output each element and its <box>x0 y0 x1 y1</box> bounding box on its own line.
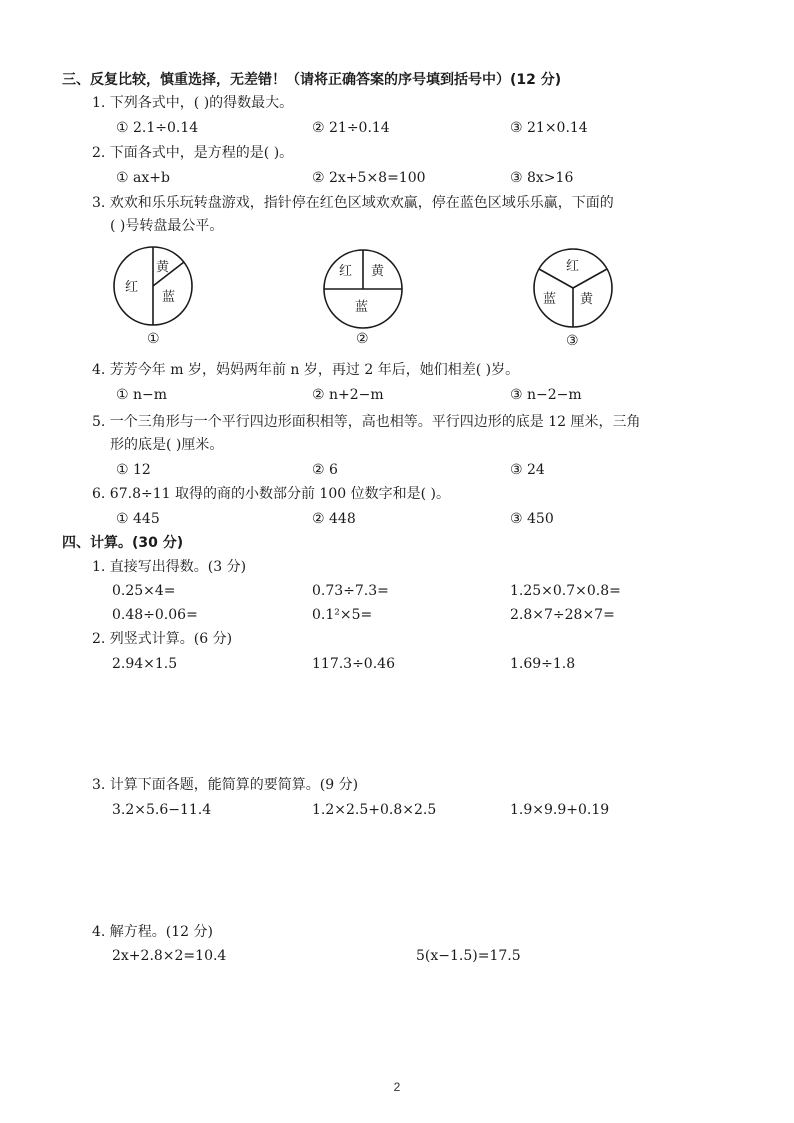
p1-r1-item1: 0.25×4= <box>112 583 176 599</box>
page-number: 2 <box>393 1080 401 1094</box>
q2-stem: 2. 下面各式中，是方程的是( )。 <box>92 145 294 161</box>
p2-item1: 2.94×1.5 <box>112 656 178 672</box>
wheel1-number: ① <box>147 331 160 347</box>
p1-r2-item2: 0.1²×5= <box>312 607 373 623</box>
q6-option-1: ① 445 <box>116 511 160 527</box>
q4-stem: 4. 芳芳今年 m 岁，妈妈两年前 n 岁，再过 2 年后，她们相差( )岁。 <box>92 362 520 378</box>
q6-option-3: ③ 450 <box>510 511 554 527</box>
wheel1-blue-label: 蓝 <box>162 290 176 305</box>
p1-r2-item1: 0.48÷0.06= <box>112 607 198 623</box>
p4-title: 4. 解方程。(12 分) <box>92 924 213 940</box>
q4-option-2: ② n+2−m <box>312 387 384 403</box>
q1-option-3: ③ 21×0.14 <box>510 120 588 136</box>
q2-option-2: ② 2x+5×8=100 <box>312 170 426 186</box>
q2-option-1: ① ax+b <box>116 170 170 186</box>
q1-option-2: ② 21÷0.14 <box>312 120 390 136</box>
q5-stem-line1: 5. 一个三角形与一个平行四边形面积相等，高也相等。平行四边形的底是 12 厘米，三角 <box>92 414 641 430</box>
p3-title: 3. 计算下面各题，能简算的要简算。(9 分) <box>92 777 359 793</box>
section4-heading: 四、计算。(30 分) <box>62 535 184 551</box>
q2-option-3: ③ 8x>16 <box>510 170 574 186</box>
p3-item1: 3.2×5.6−11.4 <box>112 802 212 818</box>
wheel1-red-label: 红 <box>125 280 139 295</box>
wheel3-red-label: 红 <box>566 259 580 274</box>
q5-stem-line2: 形的底是( )厘米。 <box>110 437 224 453</box>
q5-option-3: ③ 24 <box>510 462 545 478</box>
q6-stem: 6. 67.8÷11 取得的商的小数部分前 100 位数字和是( )。 <box>92 486 450 502</box>
p4-item2: 5(x−1.5)=17.5 <box>416 948 521 964</box>
q5-option-1: ① 12 <box>116 462 151 478</box>
p1-r1-item3: 1.25×0.7×0.8= <box>510 583 621 599</box>
spinner-wheel-1 <box>112 245 194 327</box>
wheel2-yellow-label: 黄 <box>371 264 385 279</box>
p3-item2: 1.2×2.5+0.8×2.5 <box>312 802 437 818</box>
p1-title: 1. 直接写出得数。(3 分) <box>92 559 247 575</box>
wheel2-blue-label: 蓝 <box>355 300 369 315</box>
wheel3-number: ③ <box>566 333 579 349</box>
q1-stem: 1. 下列各式中，( )的得数最大。 <box>92 95 294 111</box>
p2-item3: 1.69÷1.8 <box>510 656 576 672</box>
p1-r1-item2: 0.73÷7.3= <box>312 583 389 599</box>
p3-item3: 1.9×9.9+0.19 <box>510 802 610 818</box>
p2-item2: 117.3÷0.46 <box>312 656 395 672</box>
q1-option-1: ① 2.1÷0.14 <box>116 120 199 136</box>
wheel3-blue-label: 蓝 <box>543 292 557 307</box>
q6-option-2: ② 448 <box>312 511 356 527</box>
wheel2-red-label: 红 <box>339 264 353 279</box>
spinner-wheel-3 <box>532 247 614 329</box>
wheel3-yellow-label: 黄 <box>580 292 594 307</box>
spinner-wheel-2 <box>322 248 404 330</box>
p1-r2-item3: 2.8×7÷28×7= <box>510 607 615 623</box>
q3-stem-line2: ( )号转盘最公平。 <box>110 218 224 234</box>
section3-heading: 三、反复比较，慎重选择，无差错！（请将正确答案的序号填到括号中）(12 分) <box>62 72 562 88</box>
q3-stem-line1: 3. 欢欢和乐乐玩转盘游戏，指针停在红色区域欢欢赢，停在蓝色区域乐乐赢，下面的 <box>92 195 614 211</box>
wheel1-yellow-label: 黄 <box>156 260 170 275</box>
q5-option-2: ② 6 <box>312 462 338 478</box>
p4-item1: 2x+2.8×2=10.4 <box>112 948 227 964</box>
p2-title: 2. 列竖式计算。(6 分) <box>92 631 233 647</box>
wheel2-number: ② <box>356 331 369 347</box>
q4-option-1: ① n−m <box>116 387 168 403</box>
q4-option-3: ③ n−2−m <box>510 387 582 403</box>
